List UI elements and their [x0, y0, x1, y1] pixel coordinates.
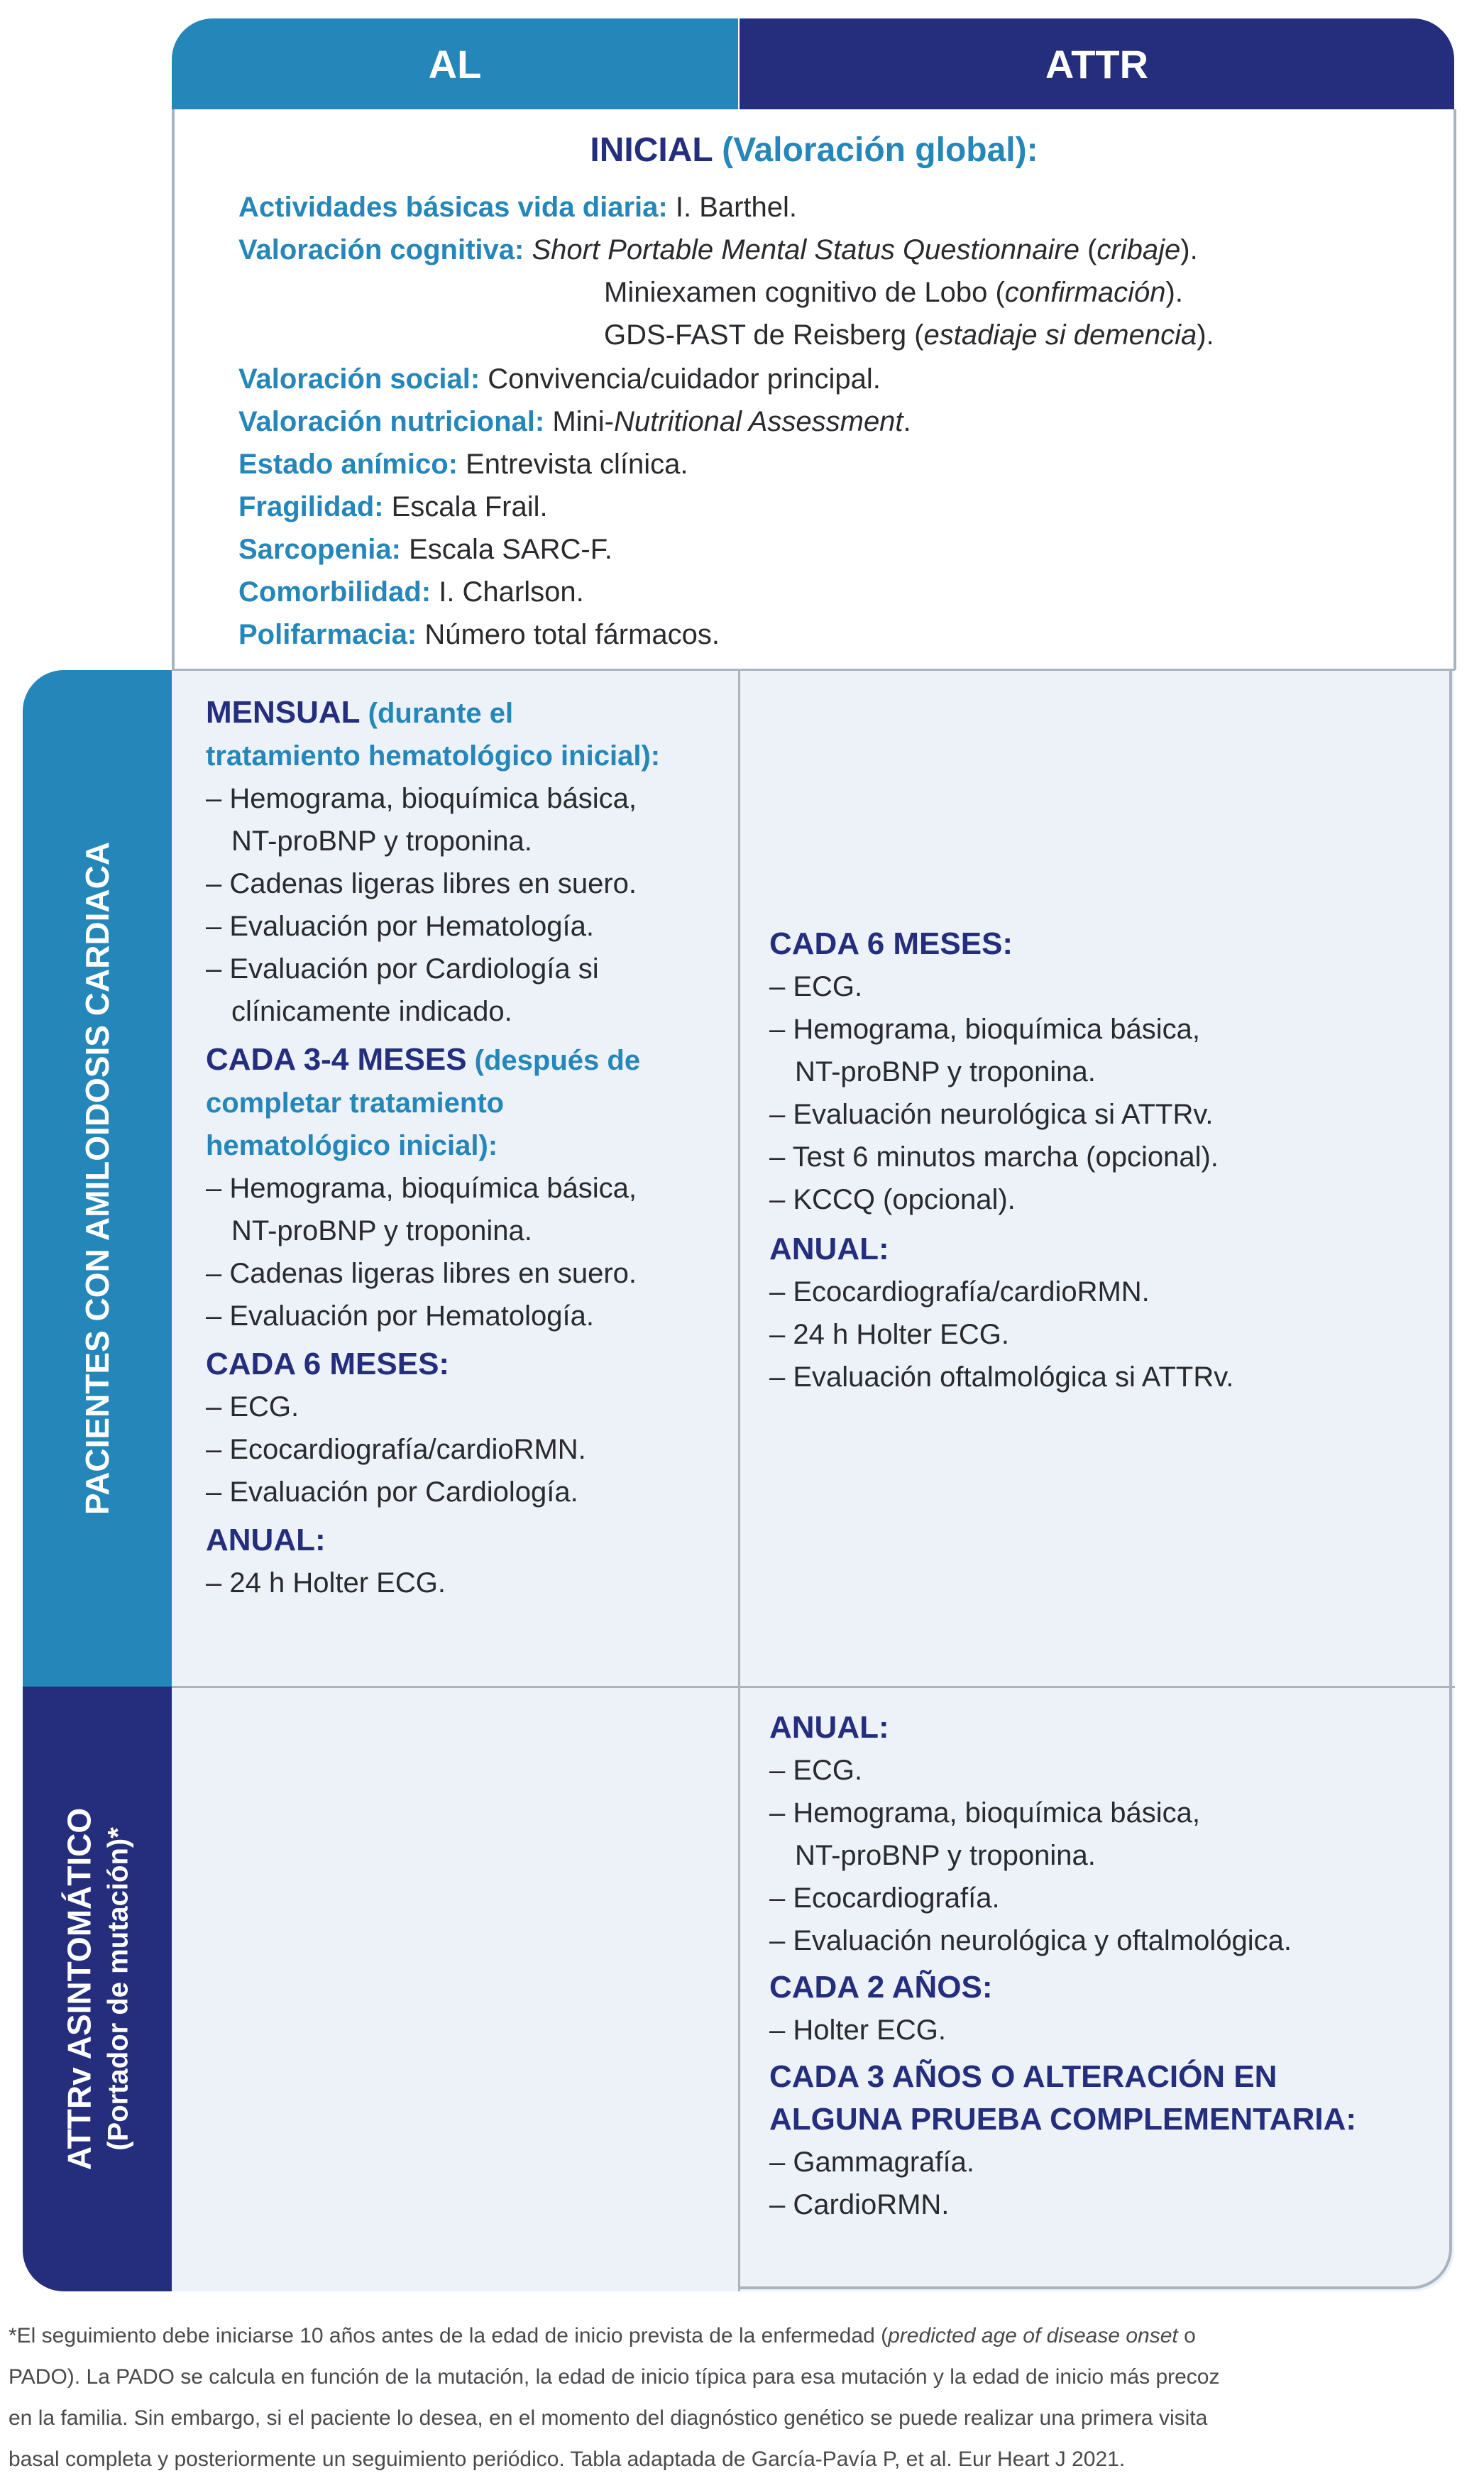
list-item: – CardioRMN.	[769, 2189, 950, 2220]
list-item: NT-proBNP y troponina.	[795, 1840, 1096, 1871]
row-value: Número total fármacos.	[417, 619, 720, 650]
initial-assessment	[172, 109, 1456, 670]
side-label-asymptomatic	[23, 1687, 172, 2291]
cont-text: ).	[1197, 319, 1214, 351]
heading-main: CADA 6 MESES:	[206, 1347, 450, 1381]
follow-up-table	[23, 18, 1456, 2293]
row-sarcopenia	[238, 528, 612, 571]
heading-main: ANUAL:	[769, 1232, 889, 1266]
heading-main: CADA 3-4 MESES	[206, 1042, 467, 1077]
header-attr-label: ATTR	[1045, 41, 1149, 87]
row-label: Sarcopenia:	[238, 534, 401, 565]
heading-main: CADA 2 AÑOS:	[769, 1970, 993, 2005]
cell-al-asymptomatic	[172, 1688, 738, 2291]
header-al-label: AL	[428, 41, 482, 87]
c34-heading	[206, 1039, 660, 1082]
list-item: NT-proBNP y troponina.	[231, 826, 532, 857]
attr-asympt-content	[769, 1706, 1356, 2226]
list-item: NT-proBNP y troponina.	[231, 1215, 532, 1246]
list-item: – ECG.	[769, 971, 863, 1002]
heading-main: MENSUAL	[206, 695, 361, 730]
footnote-text: o	[1177, 2324, 1196, 2347]
cell-attr-asymptomatic	[740, 1688, 1454, 2291]
row-label: Comorbilidad:	[238, 576, 432, 608]
heading-main: ANUAL:	[769, 1710, 889, 1745]
cell-al-cardiac	[172, 670, 738, 1687]
row-label: Valoración nutricional:	[238, 406, 545, 437]
side-label-cardiac-text	[78, 842, 116, 1515]
side-label-cardiac	[23, 670, 172, 1687]
row-value: I. Barthel.	[667, 192, 798, 223]
heading-sub: tratamiento hematológico inicial):	[206, 740, 661, 772]
footnote-line-4: basal completa y posteriormente un seguimiento periódico. Tabla adaptada de García-Pavía P, et al. Eur Heart J 2021.	[9, 2448, 1126, 2471]
list-item: clínicamente indicado.	[231, 996, 512, 1027]
row-value: I. Charlson.	[431, 576, 584, 608]
header-attr	[740, 18, 1454, 109]
row-comorbidity	[238, 571, 584, 613]
initial-title-sub: (Valoración global):	[722, 131, 1038, 169]
cont-text: GDS-FAST de Reisberg (	[604, 319, 924, 351]
side-text: PACIENTES CON AMILOIDOSIS CARDIACA	[79, 841, 116, 1516]
list-item: – ECG.	[206, 1391, 299, 1423]
row-label: Fragilidad:	[238, 491, 384, 522]
side-text: ATTRv ASINTOMÁTICO	[60, 1807, 98, 2171]
footnote-line-3: en la familia. Sin embargo, si el paciente lo desea, en el momento del diagnóstico genético se puede realizar una primera visita	[9, 2406, 1208, 2430]
row-value: Short Portable Mental Status Questionnaire	[524, 234, 1079, 265]
list-item: – Hemograma, bioquímica básica,	[206, 1173, 637, 1204]
row-social	[238, 358, 881, 400]
cell-attr-cardiac	[740, 670, 1454, 1687]
row-label: Estado anímico:	[238, 449, 458, 480]
heading-sub: (durante el	[360, 698, 514, 729]
footnote	[9, 2316, 1478, 2480]
row-label: Valoración cognitiva:	[238, 234, 524, 265]
footnote-line-1	[9, 2316, 1478, 2357]
row-label: Valoración social:	[238, 363, 480, 395]
row-divider	[172, 1686, 1455, 1688]
heading-main: CADA 6 MESES:	[769, 926, 1013, 961]
list-item: – Hemograma, bioquímica básica,	[769, 1014, 1200, 1045]
list-item: – Hemograma, bioquímica básica,	[769, 1797, 1200, 1829]
list-item: – Holter ECG.	[769, 2015, 946, 2046]
cont-text: ).	[1165, 277, 1183, 308]
heading-sub: completar tratamiento	[206, 1087, 505, 1119]
row-value: .	[903, 406, 911, 437]
al-cardiac-content	[206, 691, 660, 1604]
cont-text: Miniexamen cognitivo de Lobo (	[604, 277, 1005, 308]
row-polypharmacy	[238, 613, 720, 656]
footnote-italic: predicted age of disease onset	[888, 2324, 1178, 2347]
row-cognitive	[238, 229, 1198, 271]
initial-title-main: INICIAL	[590, 131, 713, 169]
cont-italic: estadiaje si demencia	[923, 319, 1197, 351]
cognitive-cont-2	[604, 314, 1214, 356]
row-value: Mini-	[544, 406, 614, 437]
row-frailty	[238, 486, 548, 528]
list-item: – Ecocardiografía/cardioRMN.	[206, 1434, 586, 1465]
row-value: Escala SARC-F.	[400, 534, 612, 565]
cognitive-cont-1	[604, 271, 1183, 314]
row-abvd	[238, 186, 797, 229]
heading-main: ANUAL:	[206, 1523, 326, 1557]
row-value: ).	[1180, 234, 1198, 265]
list-item: – 24 h Holter ECG.	[206, 1567, 446, 1599]
row-value: cribaje	[1096, 234, 1181, 265]
list-item: – Evaluación por Hematología.	[206, 1300, 594, 1332]
list-item: – Evaluación neurológica y oftalmológica.	[769, 1925, 1292, 1956]
row-divider-top	[172, 669, 1455, 671]
list-item: – Ecocardiografía/cardioRMN.	[769, 1276, 1150, 1308]
row-value: Escala Frail.	[383, 491, 548, 522]
heading-main: CADA 3 AÑOS O ALTERACIÓN EN	[769, 2059, 1277, 2094]
initial-title	[175, 131, 1453, 170]
list-item: – ECG.	[769, 1755, 863, 1786]
list-item: – KCCQ (opcional).	[769, 1184, 1016, 1215]
cont-italic: confirmación	[1004, 277, 1166, 308]
heading-sub: hematológico inicial):	[206, 1130, 498, 1161]
row-nutritional	[238, 400, 911, 443]
list-item: – Hemograma, bioquímica básica,	[206, 783, 637, 814]
footnote-text: *El seguimiento debe iniciarse 10 años antes de la edad de inicio prevista de la enfermedad (	[9, 2324, 889, 2347]
list-item: – Ecocardiografía.	[769, 1883, 1000, 1914]
row-value: Entrevista clínica.	[457, 449, 688, 480]
row-label: Actividades básicas vida diaria:	[238, 192, 668, 223]
header-al	[172, 18, 738, 109]
list-item: NT-proBNP y troponina.	[795, 1056, 1096, 1087]
heading-sub: (después de	[466, 1045, 641, 1076]
heading-main: ALGUNA PRUEBA COMPLEMENTARIA:	[769, 2102, 1356, 2137]
row-value: Convivencia/cuidador principal.	[480, 363, 881, 395]
mensual-heading	[206, 691, 660, 735]
list-item: – Evaluación por Hematología.	[206, 911, 594, 942]
list-item: – Test 6 minutos marcha (opcional).	[769, 1141, 1219, 1173]
side-subtext: (Portador de mutación)*	[102, 1827, 134, 2151]
footnote-line-2: PADO). La PADO se calcula en función de la mutación, la edad de inicio típica para esa mutación y la edad de inicio más precoz	[9, 2365, 1220, 2389]
list-item: – Cadenas ligeras libres en suero.	[206, 868, 637, 899]
row-value: (	[1079, 234, 1097, 265]
row-label: Polifarmacia:	[238, 619, 417, 650]
row-mood	[238, 443, 688, 486]
list-item: – Evaluación por Cardiología si	[206, 953, 599, 985]
side-label-asymptomatic-text	[60, 1808, 135, 2170]
list-item: – 24 h Holter ECG.	[769, 1319, 1009, 1350]
row-value: Nutritional Assessment	[613, 406, 903, 437]
list-item: – Cadenas ligeras libres en suero.	[206, 1258, 637, 1289]
list-item: – Evaluación oftalmológica si ATTRv.	[769, 1361, 1234, 1393]
list-item: – Gammagrafía.	[769, 2147, 975, 2178]
list-item: – Evaluación por Cardiología.	[206, 1476, 578, 1508]
list-item: – Evaluación neurológica si ATTRv.	[769, 1099, 1214, 1130]
column-divider	[738, 670, 740, 2291]
attr-cardiac-content	[769, 923, 1233, 1398]
